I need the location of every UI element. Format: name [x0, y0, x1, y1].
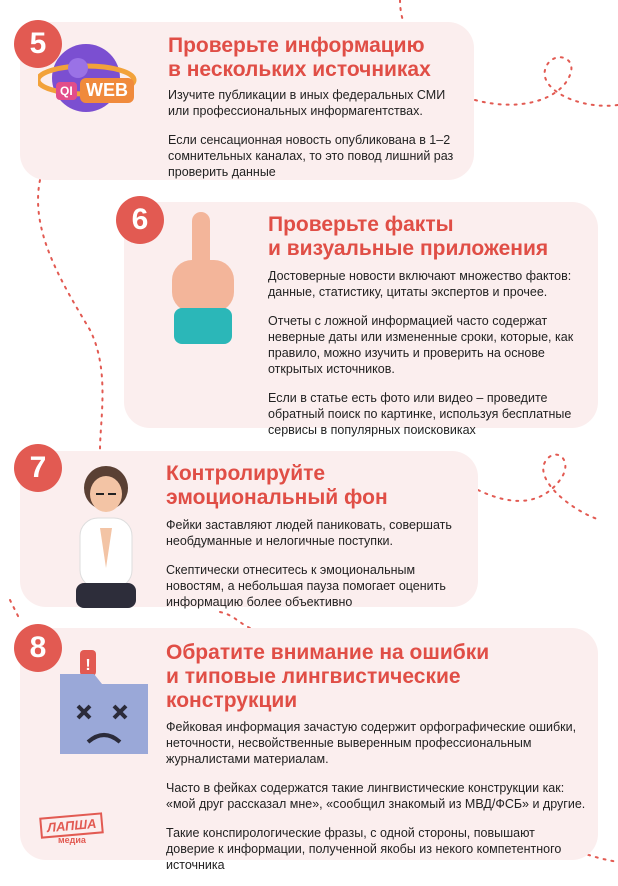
step-number-7: 7	[14, 444, 62, 492]
logo-sub: медиа	[58, 835, 86, 845]
card-7-title: Контролируйте эмоциональный фон	[166, 462, 388, 509]
svg-text:!: !	[85, 657, 91, 674]
step-number-5: 5	[14, 20, 62, 68]
card-5-title: Проверьте информацию в нескольких источниках	[168, 34, 431, 81]
web-badge: WEB	[80, 78, 134, 103]
card-8-text	[166, 719, 586, 886]
web-globe-icon	[38, 38, 148, 118]
card-7-paragraph: Фейки заставляют людей паниковать, совершать необдуманные и нелогичные поступки.	[166, 518, 452, 548]
chat-badge: QI	[56, 82, 77, 100]
lapsha-media-logo	[40, 815, 116, 845]
card-5-text	[168, 87, 463, 193]
error-folder-icon	[54, 650, 154, 760]
step-number-6: 6	[116, 196, 164, 244]
card-5-paragraph: Изучите публикации в иных федеральных СМИ или профессиональных информагентствах.	[168, 88, 446, 118]
card-7-paragraph: Скептически отнеситесь к эмоциональным новостям, а небольшая пауза помогает оценить информацию более объективно	[166, 563, 446, 609]
logo-main: ЛАПША	[39, 812, 104, 838]
card-6-text	[268, 268, 588, 451]
card-8-paragraph: Часто в фейках содержатся такие лингвистические конструкции как: «мой друг рассказал мне», «сообщил знакомый из МВД/ФСБ» и другие.	[166, 781, 586, 811]
card-6-paragraph: Если в статье есть фото или видео – проведите обратный поиск по картинке, используя бесплатные сервисы в популярных поисковиках	[268, 391, 572, 437]
card-5-paragraph: Если сенсационная новость опубликована в 1–2 сомнительных каналах, то это повод лишний раз проверить данные	[168, 133, 454, 179]
card-7-text	[166, 517, 466, 623]
card-8-paragraph: Такие конспирологические фразы, с одной стороны, повышают доверие к информации, полученной якобы из некого компетентного источника	[166, 826, 562, 872]
pointing-hand-icon	[160, 210, 250, 350]
card-8-title: Обратите внимание на ошибки и типовые лингвистические конструкции	[166, 641, 490, 712]
step-number-8: 8	[14, 624, 62, 672]
card-8-paragraph: Фейковая информация зачастую содержит орфографические ошибки, неточности, несвойственные выверенным профессиональным журналистами материалам.	[166, 720, 577, 766]
card-6-paragraph: Отчеты с ложной информацией часто содержат неверные даты или измененные сроки, которые, как правило, можно изучить и проверить на основе открытых источников.	[268, 314, 574, 376]
calm-person-icon	[66, 458, 146, 608]
card-6-title: Проверьте факты и визуальные приложения	[268, 213, 549, 260]
card-6-paragraph: Достоверные новости включают множество фактов: данные, статистику, цитаты экспертов и прочее.	[268, 269, 572, 299]
